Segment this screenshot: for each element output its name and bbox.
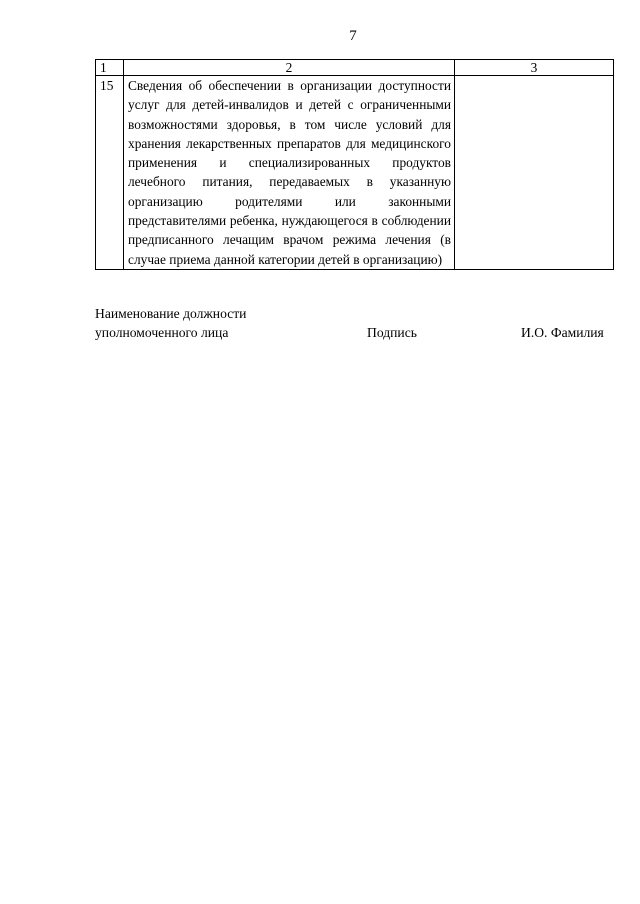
row-description: Сведения об обеспечении в организации доступности услуг для детей-инвалидов и детей с ограниченными возможностями здоровья, в том числе условий для хранения лекарственных препаратов для медицинского применения и специализированных продуктов лечебного питания, передаваемых в указанную организацию родителями или законными представителями ребенка, нуждающегося в соблюдении предписанного лечащим врачом режима лечения (в случае приема данной категории детей в организацию) xyxy=(124,76,455,270)
row-value-cell xyxy=(455,76,614,270)
information-table xyxy=(95,59,614,270)
position-title-line-2: уполномоченного лица xyxy=(95,325,229,340)
column-header-2: 2 xyxy=(124,60,455,76)
page-number: 7 xyxy=(349,28,357,44)
column-header-3: 3 xyxy=(455,60,614,76)
table-row xyxy=(96,76,614,270)
full-name-label: И.О. Фамилия xyxy=(521,325,604,340)
signature-label: Подпись xyxy=(367,325,417,340)
position-title-line-1: Наименование должности xyxy=(95,306,247,321)
row-number: 15 xyxy=(96,76,124,270)
column-header-1: 1 xyxy=(96,60,124,76)
table-header-row xyxy=(96,60,614,76)
